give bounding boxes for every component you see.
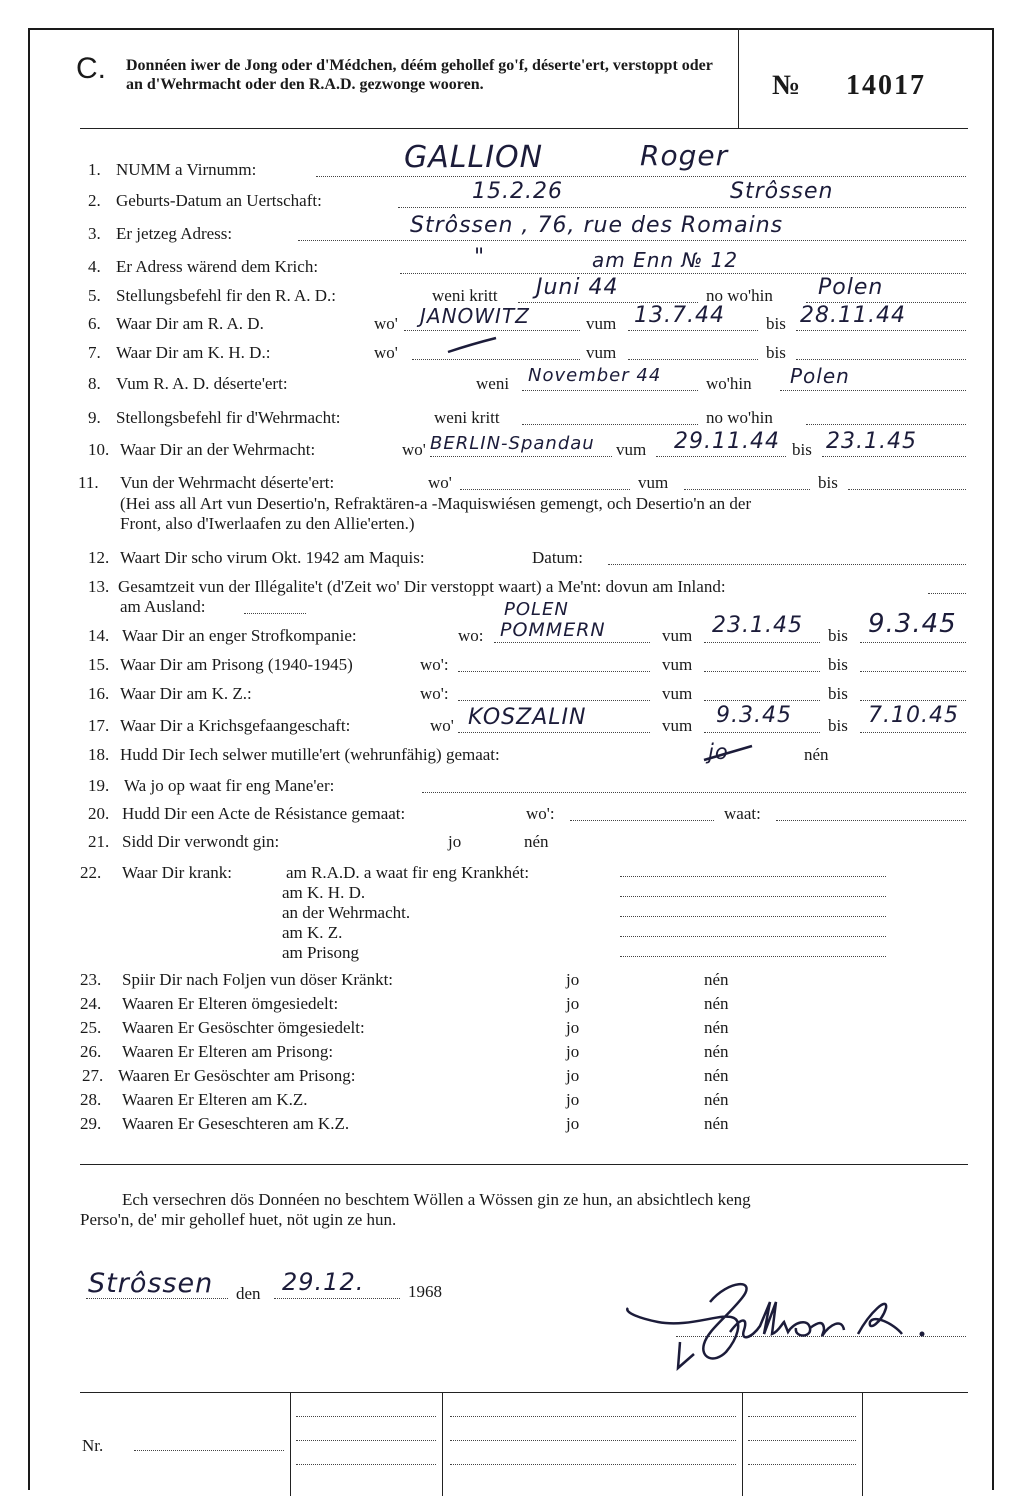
row-1-label: NUMM a Virnumm: xyxy=(116,160,257,179)
row-13-label-2: am Ausland: xyxy=(120,597,206,616)
row-18-num: 18. xyxy=(88,745,110,764)
footer-col-2 xyxy=(442,1392,443,1496)
row-7-line-a xyxy=(412,359,580,360)
yesno-row-28-num: 28. xyxy=(80,1090,102,1109)
yesno-row-27-no: nén xyxy=(704,1066,729,1085)
row-22-sub-khd: am K. H. D. xyxy=(282,883,366,902)
row-7-line-b xyxy=(628,359,758,360)
row-9-label: Stellongsbefehl fir d'Wehrmacht: xyxy=(116,408,341,427)
yesno-row-26-label: Waaren Er Elteren am Prisong: xyxy=(122,1042,334,1061)
yesno-row-27-label: Waaren Er Gesöschter am Prisong: xyxy=(118,1066,356,1085)
row-10-label: Waar Dir an der Wehrmacht: xyxy=(120,440,316,459)
row-17-line-a xyxy=(458,732,650,733)
row-8-when-label: weni xyxy=(476,374,510,393)
row-20-what-label: waat: xyxy=(724,804,761,823)
row-3-num: 3. xyxy=(88,224,101,243)
row-2-birthdate: 15.2.26 xyxy=(472,179,563,204)
row-14-where-1: POLEN xyxy=(504,599,569,620)
row-19-num: 19. xyxy=(88,776,110,795)
row-5-num: 5. xyxy=(88,286,101,305)
row-5-where: Polen xyxy=(818,275,884,300)
row-15-where-label: wo': xyxy=(420,655,449,674)
yesno-row-23-label: Spiir Dir nach Foljen vun döser Kränkt: xyxy=(122,970,394,989)
row-8-line-b xyxy=(780,390,966,391)
yesno-row-23-yes: jo xyxy=(566,970,580,989)
row-10-line-c xyxy=(822,456,966,457)
row-21-no: nén xyxy=(524,832,549,851)
row-7-dash-mark xyxy=(446,336,498,356)
yesno-row-25-no: nén xyxy=(704,1018,729,1037)
footer-col-1 xyxy=(290,1392,291,1496)
row-10-to: 23.1.45 xyxy=(826,429,917,454)
declaration-line-1: Ech versechren dös Donnéen no beschtem Wöllen a Wössen gin ze hun, an absichtlech keng xyxy=(122,1190,751,1209)
row-6-label: Waar Dir am R. A. D. xyxy=(116,314,264,333)
row-15-num: 15. xyxy=(88,655,110,674)
row-16-to-label: bis xyxy=(828,684,848,703)
row-16-line-c xyxy=(860,700,966,701)
row-20-line-b xyxy=(776,820,966,821)
nr-label: Nr. xyxy=(82,1436,104,1455)
date-line xyxy=(274,1298,400,1299)
row-22-sub-wehrmacht: an der Wehrmacht. xyxy=(282,903,411,922)
row-11-note-2: Front, also d'Iwerlaafen zu den Allie'erten.) xyxy=(120,514,415,533)
row-12-num: 12. xyxy=(88,548,110,567)
row-3-label: Er jetzeg Adress: xyxy=(116,224,233,243)
row-10-from-label: vum xyxy=(616,440,647,459)
nr-line xyxy=(134,1450,284,1451)
row-17-where: KOSZALIN xyxy=(468,705,587,730)
row-15-to-label: bis xyxy=(828,655,848,674)
footer-dots-2a xyxy=(450,1416,736,1417)
row-9-line-b xyxy=(806,424,966,425)
row-14-num: 14. xyxy=(88,626,110,645)
row-2-label: Geburts-Datum an Uertschaft: xyxy=(116,191,322,210)
footer-dots-1c xyxy=(296,1464,436,1465)
row-15-line-a xyxy=(458,671,650,672)
row-6-from-label: vum xyxy=(586,314,617,333)
yesno-row-27-num: 27. xyxy=(82,1066,104,1085)
row-3-line xyxy=(298,240,966,241)
yesno-row-29-no: nén xyxy=(704,1114,729,1133)
row-4-num: 4. xyxy=(88,257,101,276)
row-4-ditto: " xyxy=(474,245,486,270)
row-6-to-label: bis xyxy=(766,314,786,333)
row-1-firstname: Roger xyxy=(640,139,729,172)
row-17-label: Waar Dir a Krichsgefaangeschaft: xyxy=(120,716,351,735)
row-17-where-label: wo' xyxy=(430,716,454,735)
yesno-row-28-yes: jo xyxy=(566,1090,580,1109)
footer-col-4 xyxy=(862,1392,863,1496)
yesno-row-29-num: 29. xyxy=(80,1114,102,1133)
row-11-line-c xyxy=(848,489,966,490)
row-17-to: 7.10.45 xyxy=(868,703,959,728)
yesno-row-24-no: nén xyxy=(704,994,729,1013)
row-7-to-label: bis xyxy=(766,343,786,362)
row-19-line xyxy=(422,792,966,793)
row-16-line-a xyxy=(458,700,650,701)
footer-dots-1a xyxy=(296,1416,436,1417)
footer-dots-3b xyxy=(748,1440,856,1441)
row-13-line-b xyxy=(244,613,306,614)
row-8-num: 8. xyxy=(88,374,101,393)
row-14-where-2: POMMERN xyxy=(500,619,606,641)
header-rule xyxy=(80,128,968,129)
number-label: № xyxy=(772,70,803,101)
row-16-line-b xyxy=(704,700,820,701)
row-15-line-b xyxy=(704,671,820,672)
row-6-to: 28.11.44 xyxy=(800,303,906,328)
row-22-num: 22. xyxy=(80,863,102,882)
form-title: Donnéen iwer de Jong oder d'Médchen, déém gehollef go'f, déserte'ert, verstoppt oder an d'Wehrmacht oder den R.A.D. gezwonge wooren. xyxy=(126,57,713,93)
row-17-num: 17. xyxy=(88,716,110,735)
row-6-line-c xyxy=(796,330,966,331)
row-13-num: 13. xyxy=(88,577,110,596)
row-7-from-label: vum xyxy=(586,343,617,362)
row-20-label: Hudd Dir een Acte de Résistance gemaat: xyxy=(122,804,406,823)
row-14-line-b xyxy=(704,642,820,643)
declaration-rule xyxy=(80,1164,968,1165)
row-11-from-label: vum xyxy=(638,473,669,492)
yesno-row-24-num: 24. xyxy=(80,994,102,1013)
footer-dots-2c xyxy=(450,1464,736,1465)
row-22-line-3 xyxy=(620,936,886,937)
form-number: 14017 xyxy=(846,70,926,101)
row-5-when-label: weni kritt xyxy=(432,286,498,305)
row-19-label: Wa jo op waat fir eng Mane'er: xyxy=(124,776,335,795)
handwritten-signature xyxy=(618,1272,948,1372)
row-18-label: Hudd Dir Iech selwer mutille'ert (wehrunfähig) gemaat: xyxy=(120,745,500,764)
row-22-label: Waar Dir krank: xyxy=(122,863,233,882)
yesno-row-25-label: Waaren Er Gesöschter ömgesiedelt: xyxy=(122,1018,365,1037)
row-22-sub-prisong: am Prisong xyxy=(282,943,359,962)
footer-col-3 xyxy=(742,1392,743,1496)
row-6-from: 13.7.44 xyxy=(634,303,725,328)
row-11-to-label: bis xyxy=(818,473,838,492)
row-10-from: 29.11.44 xyxy=(674,429,780,454)
row-16-from-label: vum xyxy=(662,684,693,703)
row-15-line-c xyxy=(860,671,966,672)
row-4-label: Er Adress wärend dem Krich: xyxy=(116,257,319,276)
footer-dots-1b xyxy=(296,1440,436,1441)
signature-date: 29.12. xyxy=(282,1268,365,1296)
row-8-when: November 44 xyxy=(528,365,662,386)
row-8-where: Polen xyxy=(790,364,850,388)
signature-year: 1968 xyxy=(408,1282,442,1301)
yesno-row-23-num: 23. xyxy=(80,970,102,989)
row-14-from: 23.1.45 xyxy=(712,613,803,638)
yesno-row-23-no: nén xyxy=(704,970,729,989)
row-20-num: 20. xyxy=(88,804,110,823)
row-17-line-c xyxy=(860,732,966,733)
yesno-row-26-yes: jo xyxy=(566,1042,580,1061)
row-7-num: 7. xyxy=(88,343,101,362)
row-14-from-label: vum xyxy=(662,626,693,645)
row-20-line-a xyxy=(570,820,714,821)
yesno-row-29-yes: jo xyxy=(566,1114,580,1133)
row-17-from-label: vum xyxy=(662,716,693,735)
yesno-row-26-num: 26. xyxy=(80,1042,102,1061)
row-10-num: 10. xyxy=(88,440,110,459)
row-14-where-label: wo: xyxy=(458,626,484,645)
yesno-row-25-num: 25. xyxy=(80,1018,102,1037)
row-21-num: 21. xyxy=(88,832,110,851)
place-line xyxy=(86,1298,228,1299)
row-17-from: 9.3.45 xyxy=(716,703,792,728)
row-21-label: Sidd Dir verwondt gin: xyxy=(122,832,280,851)
row-14-to: 9.3.45 xyxy=(868,609,957,639)
row-7-where-label: wo' xyxy=(374,343,398,362)
row-1-num: 1. xyxy=(88,160,101,179)
row-14-line-c xyxy=(860,642,966,643)
yesno-row-24-yes: jo xyxy=(566,994,580,1013)
row-4-line xyxy=(400,273,966,274)
row-5-when: Juni 44 xyxy=(536,275,619,300)
signature-place: Strôssen xyxy=(88,1268,214,1299)
row-9-num: 9. xyxy=(88,408,101,427)
row-6-where-label: wo' xyxy=(374,314,398,333)
row-12-date-label: Datum: xyxy=(532,548,583,567)
footer-rule xyxy=(80,1392,968,1393)
row-12-label: Waart Dir scho virum Okt. 1942 am Maquis: xyxy=(120,548,425,567)
row-10-where: BERLIN-Spandau xyxy=(430,433,595,454)
row-2-birthplace: Strôssen xyxy=(730,179,834,204)
row-22-line-1 xyxy=(620,896,886,897)
row-16-where-label: wo': xyxy=(420,684,449,703)
row-1-surname: GALLION xyxy=(404,140,544,175)
row-1-line xyxy=(316,176,966,177)
row-6-num: 6. xyxy=(88,314,101,333)
yesno-row-28-no: nén xyxy=(704,1090,729,1109)
den-label: den xyxy=(236,1284,261,1303)
row-10-line-b xyxy=(656,456,786,457)
row-11-num: 11. xyxy=(78,473,99,492)
row-8-label: Vum R. A. D. déserte'ert: xyxy=(116,374,288,393)
yesno-row-28-label: Waaren Er Elteren am K.Z. xyxy=(122,1090,308,1109)
row-18-yes-struck: jo xyxy=(708,740,729,764)
yesno-row-27-yes: jo xyxy=(566,1066,580,1085)
row-4-address: am Enn № 12 xyxy=(592,248,739,272)
row-18-strike-mark xyxy=(702,740,754,766)
yesno-row-26-no: nén xyxy=(704,1042,729,1061)
row-7-line-c xyxy=(796,359,966,360)
row-22-line-4 xyxy=(620,956,886,957)
row-6-where: JANOWITZ xyxy=(420,304,530,328)
declaration-line-2: Perso'n, de' mir gehollef huet, nöt ugin ze hun. xyxy=(80,1210,397,1229)
row-22-line-0 xyxy=(620,876,886,877)
footer-dots-2b xyxy=(450,1440,736,1441)
header-divider xyxy=(738,28,739,128)
row-17-line-b xyxy=(704,732,820,733)
footer-dots-3c xyxy=(748,1464,856,1465)
row-17-to-label: bis xyxy=(828,716,848,735)
yesno-row-25-yes: jo xyxy=(566,1018,580,1037)
row-9-line-a xyxy=(522,424,698,425)
row-7-label: Waar Dir am K. H. D.: xyxy=(116,343,271,362)
row-11-note-1: (Hei ass all Art vun Desertio'n, Refraktären-a -Maquiswiésen gemengt, och Desertio'n an der xyxy=(120,494,752,513)
row-11-line-a xyxy=(460,489,630,490)
row-8-line-a xyxy=(522,390,698,391)
row-15-from-label: vum xyxy=(662,655,693,674)
row-21-yes: jo xyxy=(448,832,462,851)
row-5-label: Stellungsbefehl fir den R. A. D.: xyxy=(116,286,337,305)
row-20-where-label: wo': xyxy=(526,804,555,823)
row-11-label: Vun der Wehrmacht déserte'ert: xyxy=(120,473,335,492)
row-12-line xyxy=(608,564,966,565)
yesno-row-24-label: Waaren Er Elteren ömgesiedelt: xyxy=(122,994,339,1013)
row-11-where-label: wo' xyxy=(428,473,452,492)
row-18-no: nén xyxy=(804,745,829,764)
row-9-when-label: weni kritt xyxy=(434,408,500,427)
row-13-label: Gesamtzeit vun der Illégalite't (d'Zeit wo' Dir verstoppt waart) a Me'nt: dovun am Inland: xyxy=(118,577,726,596)
row-8-where-label: wo'hin xyxy=(706,374,752,393)
row-22-line-2 xyxy=(620,916,886,917)
row-11-line-b xyxy=(684,489,810,490)
row-10-to-label: bis xyxy=(792,440,812,459)
row-9-where-label: no wo'hin xyxy=(706,408,773,427)
row-5-where-label: no wo'hin xyxy=(706,286,773,305)
row-6-line-a xyxy=(404,330,580,331)
row-16-label: Waar Dir am K. Z.: xyxy=(120,684,252,703)
row-15-label: Waar Dir am Prisong (1940-1945) xyxy=(120,655,353,674)
row-10-where-label: wo' xyxy=(402,440,426,459)
row-10-line-a xyxy=(430,456,612,457)
section-letter: C. xyxy=(76,52,106,85)
row-6-line-b xyxy=(628,330,758,331)
row-14-label: Waar Dir an enger Strofkompanie: xyxy=(122,626,357,645)
row-2-num: 2. xyxy=(88,191,101,210)
row-22-sub-kz: am K. Z. xyxy=(282,923,343,942)
yesno-row-29-label: Waaren Er Geseschteren am K.Z. xyxy=(122,1114,350,1133)
row-14-line-a xyxy=(494,642,650,643)
row-14-to-label: bis xyxy=(828,626,848,645)
row-22-rad-label: am R.A.D. a waat fir eng Krankhét: xyxy=(286,863,530,882)
row-3-address: Strôssen , 76, rue des Romains xyxy=(410,213,784,238)
row-16-num: 16. xyxy=(88,684,110,703)
row-2-line xyxy=(398,207,966,208)
footer-dots-3a xyxy=(748,1416,856,1417)
row-13-line-a xyxy=(928,593,966,594)
